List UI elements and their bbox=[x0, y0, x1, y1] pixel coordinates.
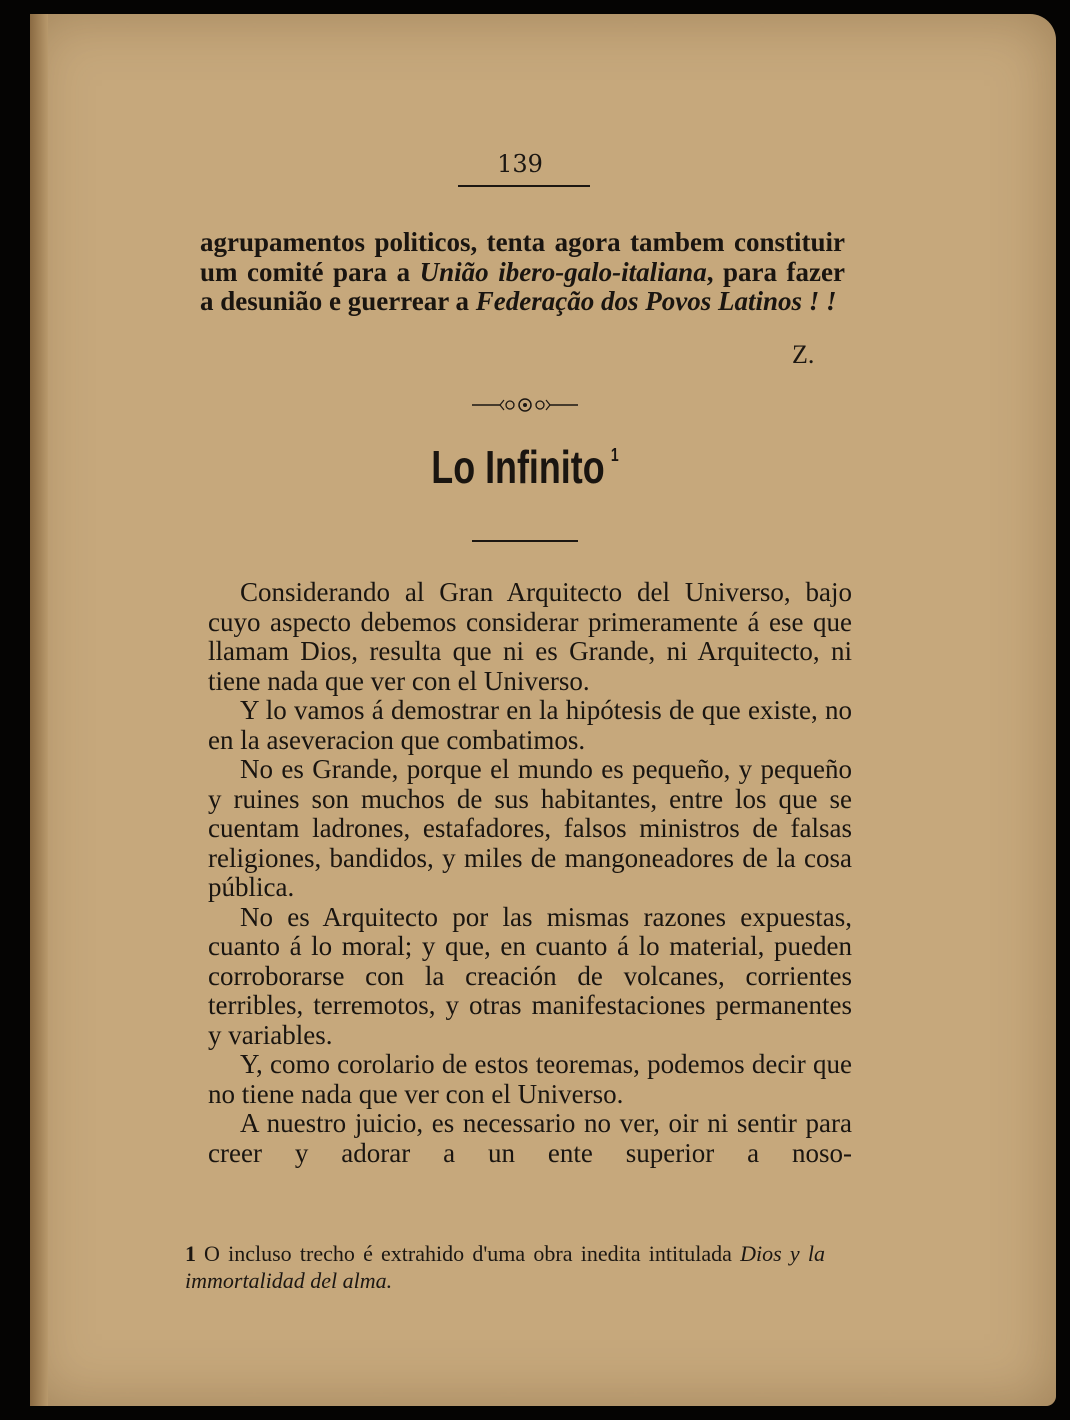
top-paragraph-italic-2: Federação dos Povos Latinos ! ! bbox=[475, 286, 837, 316]
paragraph-6: A nuestro juicio, es necessario no ver, oir ni sentir para creer y adorar a un ente superior a noso- bbox=[208, 1108, 852, 1168]
header-rule bbox=[458, 185, 590, 187]
book-spine bbox=[30, 14, 48, 1406]
paragraph-1: Considerando al Gran Arquitecto del Universo, bajo cuyo aspecto debemos considerar primeramente á ese que llamam Dios, resulta que ni es Grande, ni Arquitecto, ni tiene nada que ver con el Universo. bbox=[208, 577, 852, 696]
top-paragraph-block bbox=[200, 228, 845, 317]
paragraph-3: No es Grande, porque el mundo es pequeño, y pequeño y ruines son muchos de sus habitantes, entre los que se cuentam ladrones, estafadores, falsos ministros de falsas religiones, bandidos, y miles de mangoneadores de la cosa pública. bbox=[208, 754, 852, 902]
signature: Z. bbox=[792, 340, 815, 369]
article-title-text: Lo Infinito bbox=[431, 441, 605, 493]
footnote-marker: 1 bbox=[185, 1241, 196, 1266]
top-paragraph-text-2: , para fazer a desunião e guerrear a bbox=[200, 256, 845, 316]
top-paragraph-text-1: agrupamentos politicos, tenta agora tambem constituir um comité para a bbox=[200, 227, 845, 287]
page-number: 139 bbox=[497, 150, 543, 178]
top-paragraph bbox=[200, 228, 845, 317]
title-footnote-marker: 1 bbox=[610, 445, 619, 465]
ornament-divider bbox=[470, 390, 580, 420]
footnote-italic-title: Dios y la immortalidad del alma. bbox=[185, 1241, 825, 1293]
top-paragraph-italic-1: União ibero-galo-italiana bbox=[419, 256, 707, 287]
footnote-text: O incluso trecho é extrahido d'uma obra inedita intitulada bbox=[204, 1241, 741, 1266]
article-title bbox=[350, 440, 701, 494]
paragraph-4: No es Arquitecto por las mismas razones expuestas, cuanto á lo moral; y que, en cuanto á lo material, pueden corroborarse con la creación de volcanes, corrientes terribles, terremotos, y otras manifestaciones permanentes y variables. bbox=[208, 901, 852, 1050]
title-rule bbox=[472, 540, 578, 542]
paragraph-2: Y lo vamos á demostrar en la hipótesis de que existe, no en la aseveracion que combatimos. bbox=[208, 695, 852, 755]
paragraph-5: Y, como corolario de estos teoremas, podemos decir que no tiene nada que ver con el Universo. bbox=[208, 1049, 852, 1109]
footnote bbox=[185, 1240, 825, 1294]
article-body bbox=[208, 578, 852, 1168]
